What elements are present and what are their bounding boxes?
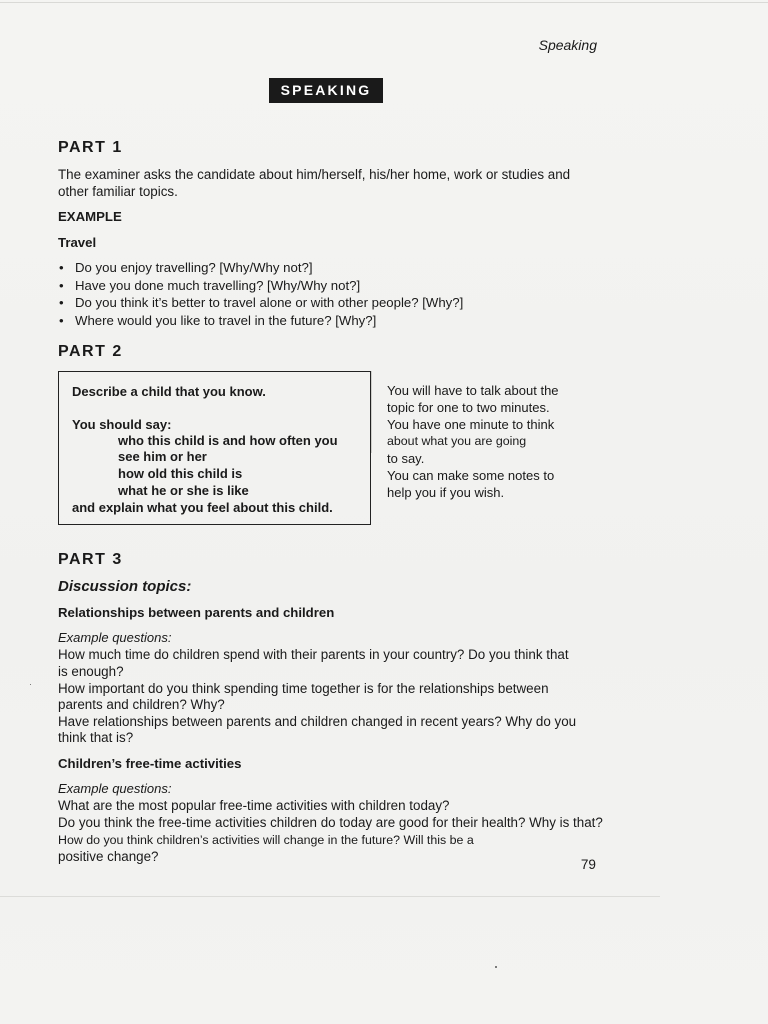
question-line: positive change? [58,849,159,864]
part1-intro [58,166,570,200]
side-note-line: to say. [387,451,425,466]
side-note-line: You can make some notes to [387,468,555,483]
list-item: • Have you done much travelling? [Why/Why not?] [58,277,463,295]
question-line: What are the most popular free-time activities with children today? [58,798,450,813]
question-line: think that is? [58,730,134,745]
scan-speck [30,684,31,685]
side-note-line: You will have to talk about the [387,383,559,398]
example-questions-label: Example questions: [58,630,172,645]
question-line: How important do you think spending time together is for the relationships between [58,681,549,696]
question-line: is enough? [58,664,124,679]
part3-heading: PART 3 [58,551,123,568]
part1-heading: PART 1 [58,139,123,156]
cue-card-task: Describe a child that you know. [72,384,266,399]
cue-card-divider [371,371,372,453]
scan-speck [495,966,497,968]
part1-topic: Travel [58,235,97,250]
part2-heading: PART 2 [58,343,123,360]
question-line: parents and children? Why? [58,697,225,712]
cue-card-point: see him or her [118,449,207,464]
side-note-line: help you if you wish. [387,485,505,500]
topic-title: Children’s free-time activities [58,756,242,771]
side-note-line: about what you are going [387,434,527,448]
question-line: Have relationships between parents and children changed in recent years? Why do you [58,714,577,729]
part1-question-list [58,259,463,329]
cue-card [58,371,371,525]
cue-card-point: who this child is and how often you [118,433,338,448]
cue-card-point: what he or she is like [118,483,249,498]
cue-card-point: how old this child is [118,466,243,481]
cue-card-explain: and explain what you feel about this child. [72,500,333,515]
question-line: How much time do children spend with their parents in your country? Do you think that [58,647,569,662]
top-edge-rule [0,2,768,3]
list-item: • Do you think it’s better to travel alone or with other people? [Why?] [58,294,463,312]
list-item: • Do you enjoy travelling? [Why/Why not?] [58,259,463,277]
side-note-line: You have one minute to think [387,417,555,432]
side-note-line: topic for one to two minutes. [387,400,550,415]
topic-title: Relationships between parents and children [58,605,335,620]
example-questions-label: Example questions: [58,781,172,796]
question-line: How do you think children’s activities will change in the future? Will this be a [58,833,474,847]
part2-side-note [387,382,587,501]
bottom-page-edge [0,896,660,897]
running-head: Speaking [538,37,597,53]
page-number: 79 [580,857,596,872]
section-banner: SPEAKING [269,78,383,103]
list-item: • Where would you like to travel in the future? [Why?] [58,312,463,330]
part1-intro-line: The examiner asks the candidate about him/herself, his/her home, work or studies and [58,167,571,182]
discussion-topics-label: Discussion topics: [58,578,192,595]
question-line: Do you think the free-time activities children do today are good for their health? Why is that? [58,815,603,830]
part1-intro-line: other familiar topics. [58,184,178,199]
cue-card-should-say: You should say: [72,417,172,432]
part1-example-label: EXAMPLE [58,209,122,224]
